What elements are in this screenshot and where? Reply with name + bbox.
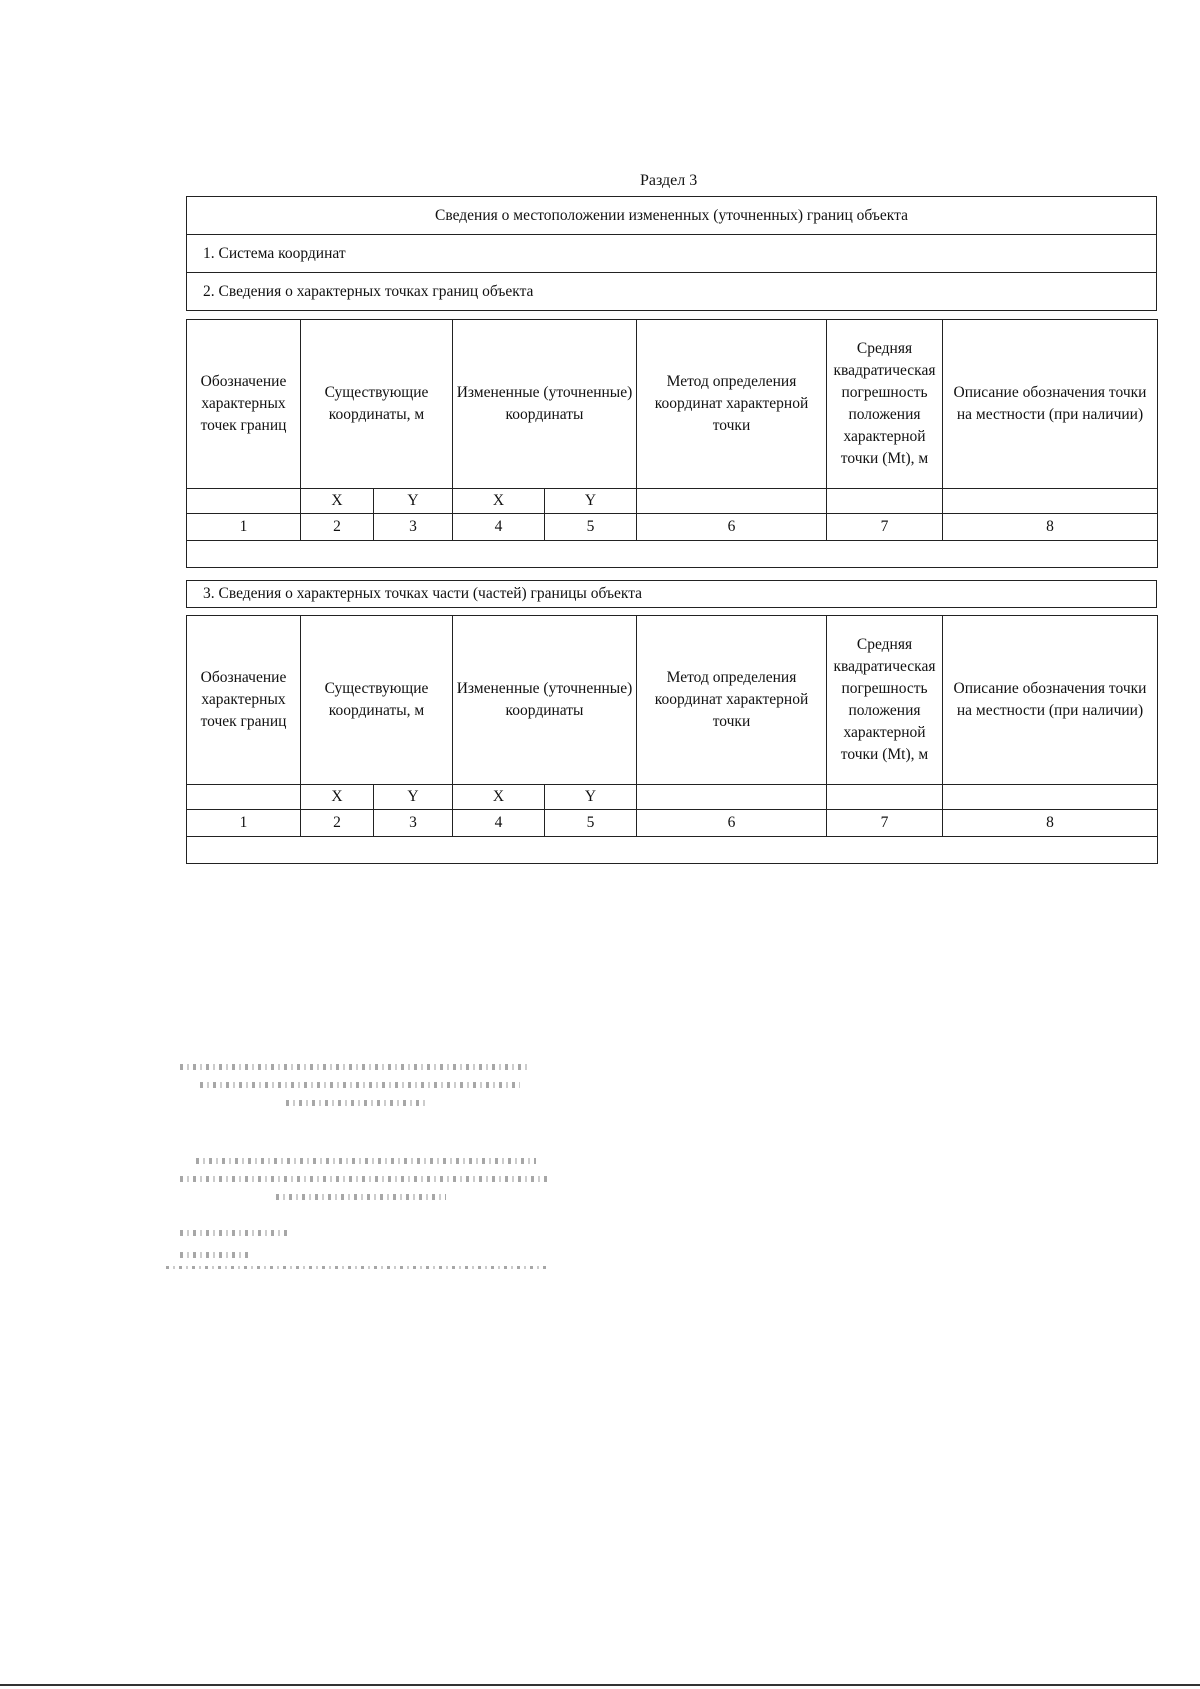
col-number: 4 xyxy=(453,810,545,837)
xy-blank xyxy=(827,785,943,810)
col-number: 3 xyxy=(374,810,453,837)
col-existing-coords: Существующие координаты, м xyxy=(301,320,453,489)
col-number: 5 xyxy=(545,514,637,541)
changed-x: X xyxy=(453,785,545,810)
page-bottom-rule xyxy=(0,1684,1200,1686)
col-number: 2 xyxy=(301,514,374,541)
col-number: 5 xyxy=(545,810,637,837)
xy-blank xyxy=(637,489,827,514)
col-designation: Обозначение характерных точек границ xyxy=(187,616,301,785)
boundary-info-header xyxy=(186,196,1157,311)
xy-blank xyxy=(943,489,1158,514)
col-accuracy: Средняя квадратическая погрешность положения характерной точки (Mt), м xyxy=(827,616,943,785)
existing-y: Y xyxy=(374,785,453,810)
changed-y: Y xyxy=(545,489,637,514)
col-number: 3 xyxy=(374,514,453,541)
col-number: 6 xyxy=(637,514,827,541)
xy-blank xyxy=(943,785,1158,810)
part-boundary-points-table xyxy=(186,615,1158,864)
col-number: 2 xyxy=(301,810,374,837)
col-changed-coords: Измененные (уточненные) координаты xyxy=(453,320,637,489)
col-method: Метод определения координат характерной точки xyxy=(637,320,827,489)
col-number: 7 xyxy=(827,514,943,541)
xy-blank xyxy=(187,489,301,514)
section-title: Раздел 3 xyxy=(640,172,698,189)
col-existing-coords: Существующие координаты, м xyxy=(301,616,453,785)
xy-blank xyxy=(187,785,301,810)
header-title: Сведения о местоположении измененных (уточненных) границ объекта xyxy=(187,197,1156,235)
existing-x: X xyxy=(301,785,374,810)
empty-data-row xyxy=(187,541,1158,568)
xy-blank xyxy=(637,785,827,810)
col-description: Описание обозначения точки на местности (при наличии) xyxy=(943,616,1158,785)
changed-x: X xyxy=(453,489,545,514)
col-method: Метод определения координат характерной точки xyxy=(637,616,827,785)
col-number: 1 xyxy=(187,810,301,837)
part-points-section-title: 3. Сведения о характерных точках части (частей) границы объекта xyxy=(186,580,1157,608)
col-number: 1 xyxy=(187,514,301,541)
existing-y: Y xyxy=(374,489,453,514)
col-description: Описание обозначения точки на местности (при наличии) xyxy=(943,320,1158,489)
col-changed-coords: Измененные (уточненные) координаты xyxy=(453,616,637,785)
col-accuracy: Средняя квадратическая погрешность положения характерной точки (Mt), м xyxy=(827,320,943,489)
col-designation: Обозначение характерных точек границ xyxy=(187,320,301,489)
boundary-points-table xyxy=(186,319,1158,568)
col-number: 4 xyxy=(453,514,545,541)
col-number: 8 xyxy=(943,514,1158,541)
coordinate-system-row: 1. Система координат xyxy=(187,235,1156,273)
col-number: 7 xyxy=(827,810,943,837)
empty-data-row xyxy=(187,837,1158,864)
col-number: 6 xyxy=(637,810,827,837)
faded-stamp xyxy=(166,1044,556,1272)
existing-x: X xyxy=(301,489,374,514)
points-section-title: 2. Сведения о характерных точках границ объекта xyxy=(203,283,534,300)
col-number: 8 xyxy=(943,810,1158,837)
xy-blank xyxy=(827,489,943,514)
changed-y: Y xyxy=(545,785,637,810)
